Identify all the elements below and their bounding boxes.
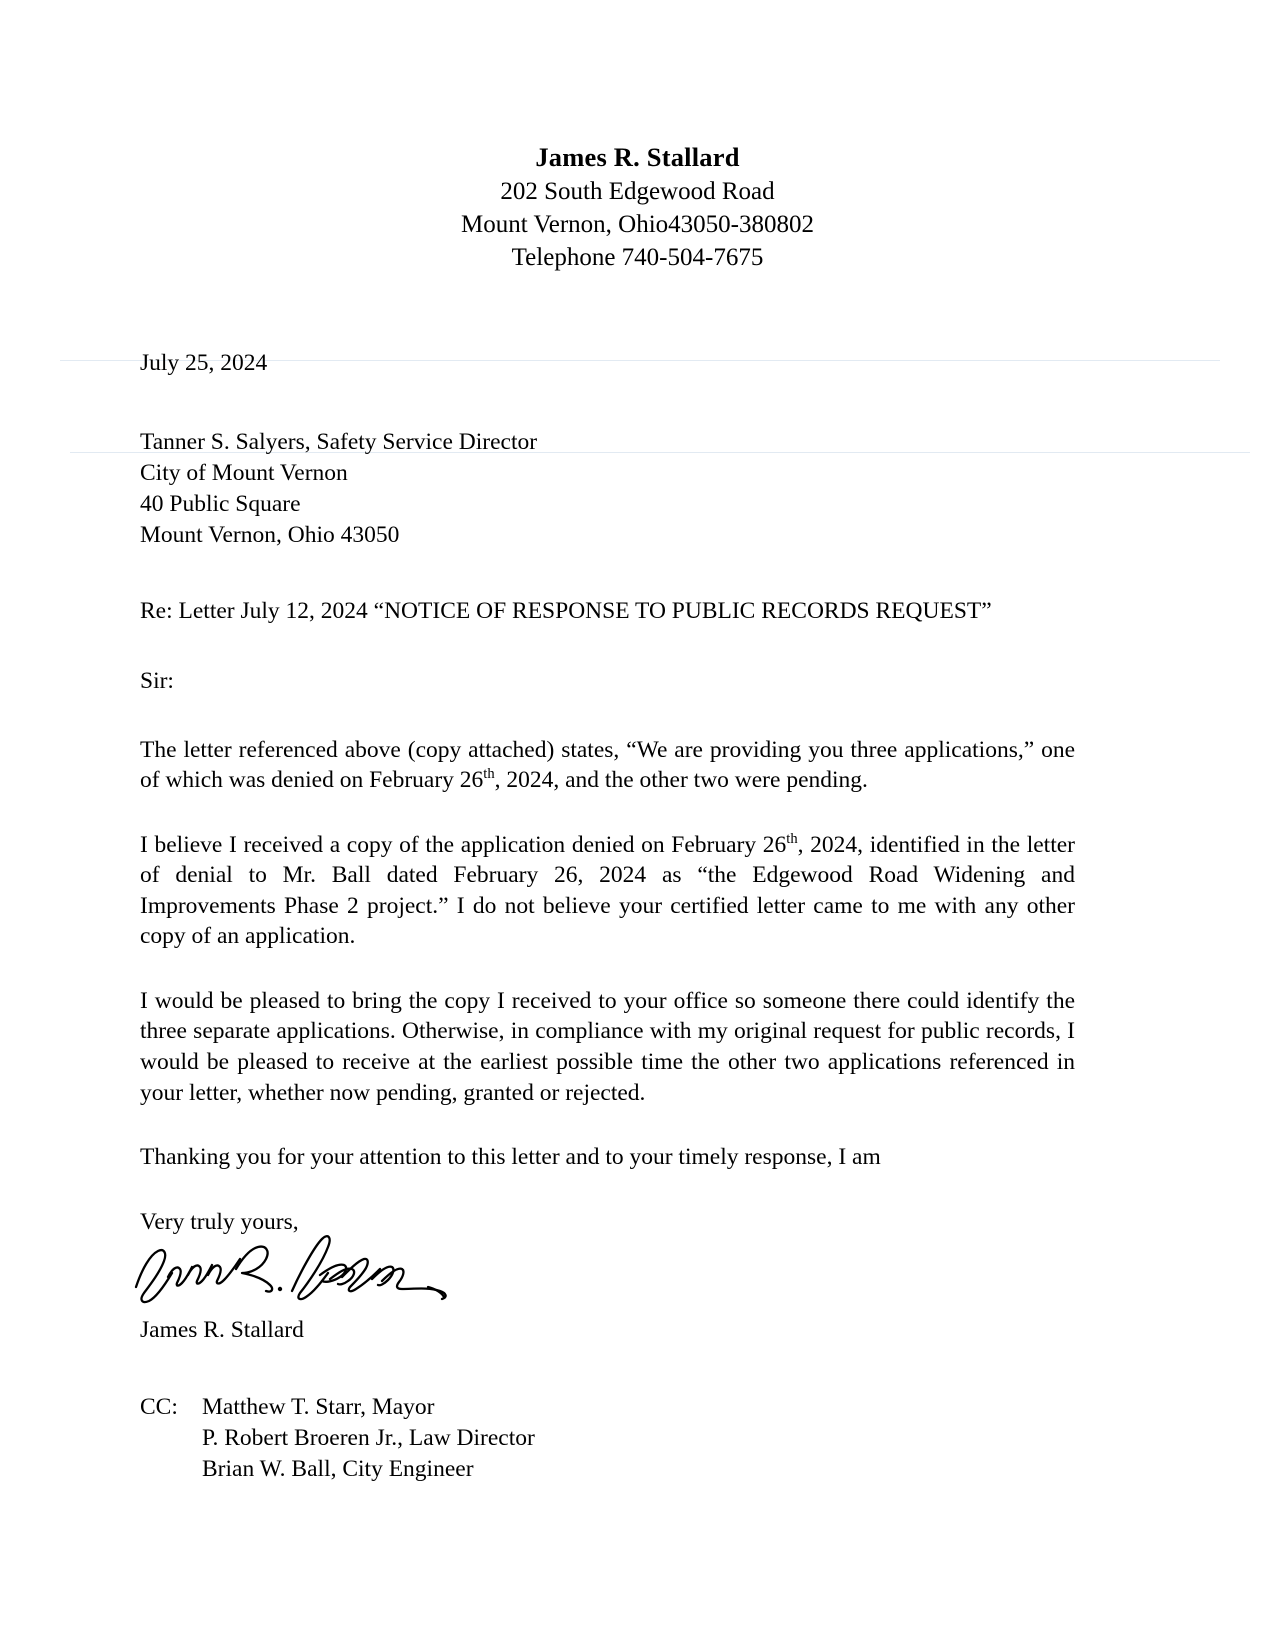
cc-recipient: Matthew T. Starr, Mayor — [202, 1393, 435, 1420]
cc-label: CC: — [140, 1393, 178, 1420]
signature-area — [140, 1237, 1075, 1315]
paragraph-1-ordinal-suffix: th — [483, 766, 495, 783]
salutation: Sir: — [140, 668, 174, 695]
letterhead-street: 202 South Edgewood Road — [500, 177, 775, 205]
closing-line: Very truly yours, — [140, 1208, 299, 1235]
paragraph-2-ordinal-suffix: th — [786, 830, 798, 847]
signer-name: James R. Stallard — [140, 1317, 304, 1344]
paragraph-1 — [140, 735, 1075, 796]
handwritten-signature — [124, 1225, 454, 1315]
paragraph-3: I would be pleased to bring the copy I received to your office so someone there could identify the three separate applications. Otherwise, in compliance with my original request for public records, I would be pleased to receive at the earliest possible time the other two applications referenced in your letter, whether now pending, granted or rejected. — [140, 987, 1075, 1106]
recipient-line-3: 40 Public Square — [140, 491, 301, 518]
cc-recipient: Brian W. Ball, City Engineer — [202, 1455, 474, 1482]
cc-row — [140, 1392, 1075, 1485]
letterhead — [0, 140, 1275, 274]
paragraph-1-text-a: The letter referenced above (copy attached) states, “We are providing you three applications,” one of which was denied on February 26 — [140, 736, 1075, 794]
letterhead-name: James R. Stallard — [535, 142, 740, 172]
recipient-address-block — [140, 427, 1075, 552]
cc-recipients — [202, 1392, 535, 1485]
letterhead-telephone: Telephone 740-504-7675 — [511, 243, 764, 271]
subject-line: Re: Letter July 12, 2024 “NOTICE OF RESPONSE TO PUBLIC RECORDS REQUEST” — [140, 597, 992, 624]
recipient-line-4: Mount Vernon, Ohio 43050 — [140, 522, 400, 549]
paragraph-2-text-b: , 2024, identified in the letter of denial to Mr. Ball dated February 26, 2024 as “the Edgewood Road Widening and Improvements Phase 2 project.” I do not believe your certified letter came to me with any other copy of an application. — [140, 831, 1075, 950]
paragraph-4: Thanking you for your attention to this letter and to your timely response, I am — [140, 1144, 881, 1171]
cc-recipient: P. Robert Broeren Jr., Law Director — [202, 1424, 535, 1451]
paragraph-2-text-a: I believe I received a copy of the application denied on February 26 — [140, 831, 787, 858]
letter-date: July 25, 2024 — [140, 350, 268, 376]
recipient-line-2: City of Mount Vernon — [140, 459, 348, 486]
letterhead-city-state-zip: Mount Vernon, Ohio43050-380802 — [460, 210, 814, 238]
paragraph-1-text-b: , 2024, and the other two were pending. — [494, 767, 868, 794]
recipient-line-1: Tanner S. Salyers, Safety Service Director — [140, 428, 538, 455]
paragraph-2 — [140, 830, 1075, 952]
letter-body — [140, 348, 1075, 1485]
cc-block — [140, 1392, 1075, 1485]
